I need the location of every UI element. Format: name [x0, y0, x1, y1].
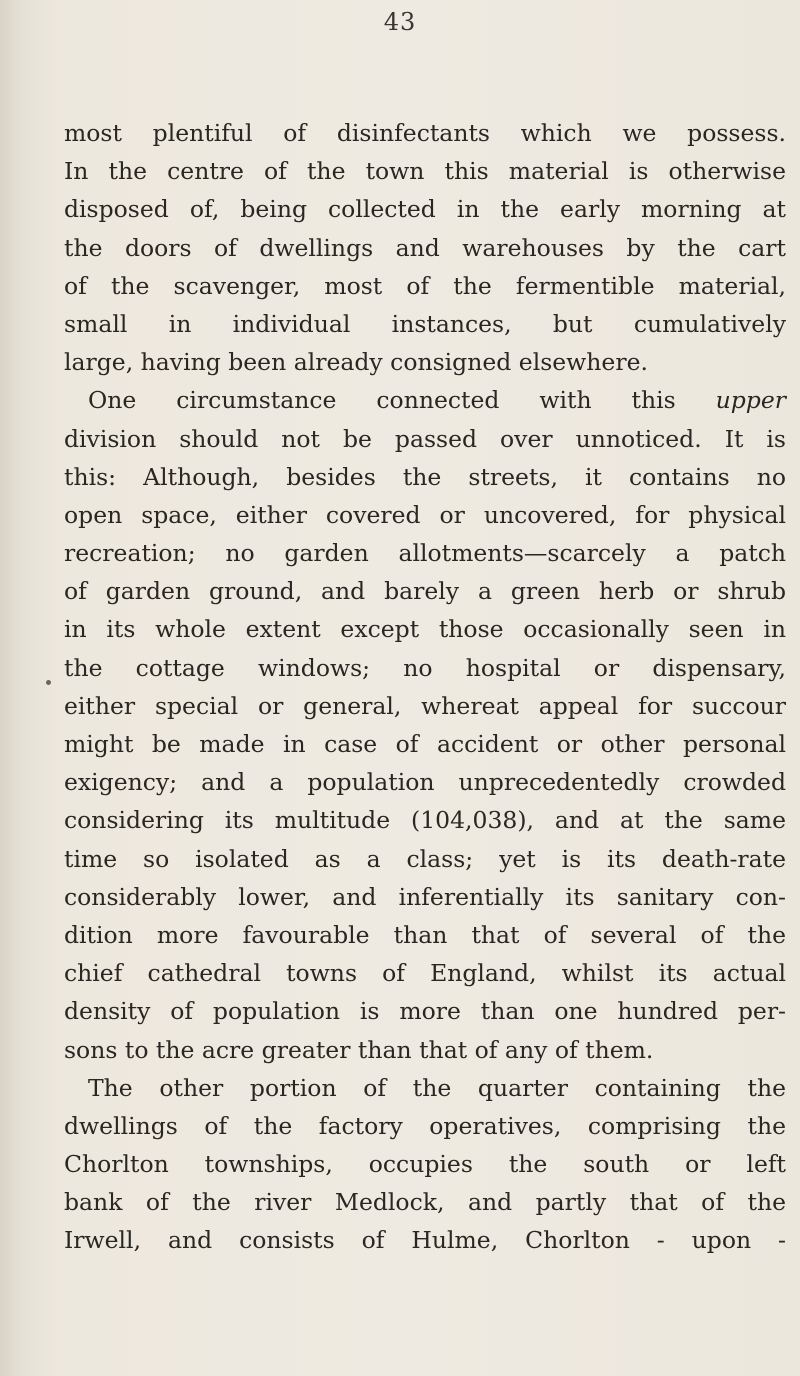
text-line: density of population is more than one hundred per- [64, 997, 786, 1026]
margin-mark [46, 680, 51, 685]
text-line: large, having been already consigned elsewhere. [64, 348, 648, 377]
text-line: the cottage windows; no hospital or dispensary, [64, 653, 786, 682]
text-line: dition more favourable than that of several of the [64, 920, 786, 949]
text-line: the doors of dwellings and warehouses by the cart [64, 233, 786, 262]
text-line: Chorlton townships, occupies the south or left [64, 1150, 786, 1179]
text-line: of garden ground, and barely a green herb or shrub [64, 577, 786, 606]
text-line: Irwell, and consists of Hulme, Chorlton - upon - [64, 1226, 786, 1255]
body-text [64, 114, 786, 1260]
text-line: bank of the river Medlock, and partly that of the [64, 1188, 786, 1217]
text-segment: One circumstance connected with this [88, 386, 716, 415]
text-line: exigency; and a population unprecedentedly crowded [64, 768, 786, 797]
text-line: recreation; no garden allotments—scarcely a patch [64, 539, 786, 568]
text-line: time so isolated as a class; yet is its death-rate [64, 844, 786, 873]
text-line: of the scavenger, most of the fermentible material, [64, 271, 786, 300]
text-line: small in individual instances, but cumulatively [64, 309, 786, 338]
text-line: chief cathedral towns of England, whilst its actual [64, 959, 786, 988]
text-line: The other portion of the quarter containing the [88, 1073, 786, 1102]
page-number: 43 [383, 8, 417, 36]
text-line: In the centre of the town this material is otherwise [64, 157, 786, 186]
text-line: division should not be passed over unnoticed. It is [64, 424, 786, 453]
text-line: either special or general, whereat appeal for succour [64, 691, 786, 720]
italic-word: upper [715, 386, 786, 415]
text-line: this: Although, besides the streets, it contains no [64, 462, 786, 491]
text-line: dwellings of the factory operatives, comprising the [64, 1111, 786, 1140]
text-line: disposed of, being collected in the early morning at [64, 195, 786, 224]
text-line: considerably lower, and inferentially its sanitary con- [64, 882, 786, 911]
text-line: considering its multitude (104,038), and at the same [64, 806, 786, 835]
text-line [64, 381, 786, 419]
text-line: open space, either covered or uncovered, for physical [64, 500, 786, 529]
text-line: in its whole extent except those occasionally seen in [64, 615, 786, 644]
text-line: might be made in case of accident or other personal [64, 730, 786, 758]
text-line: most plentiful of disinfectants which we possess. [64, 119, 786, 147]
text-line: sons to the acre greater than that of any of them. [64, 1035, 654, 1064]
